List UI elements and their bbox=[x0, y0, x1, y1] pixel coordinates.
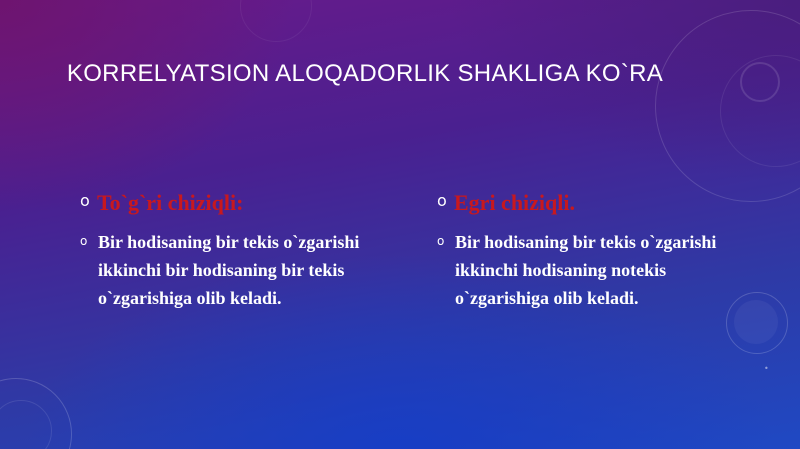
bullet-circle-icon: o bbox=[80, 191, 90, 210]
body-row bbox=[437, 228, 737, 312]
bullet-circle-icon: o bbox=[437, 191, 447, 210]
decor-ring-bottom-left-inner bbox=[0, 400, 52, 449]
heading-row bbox=[80, 186, 380, 220]
slide-title: KORRELYATSION ALOQADORLIK SHAKLIGA KO`RA bbox=[66, 60, 664, 87]
heading-row bbox=[437, 186, 737, 220]
body-row bbox=[80, 228, 380, 312]
decor-ring-bottom-left bbox=[0, 378, 72, 449]
decor-ring-top-right bbox=[655, 10, 800, 202]
decor-ring-top-center bbox=[240, 0, 312, 42]
bullet-circle-icon: o bbox=[437, 234, 445, 248]
column-straight-line bbox=[80, 186, 380, 312]
column-body-text: Bir hodisaning bir tekis o`zgarishi ikkinchi hodisaning notekis o`zgarishiga olib keladi. bbox=[455, 232, 717, 308]
decor-ring-top-right-inner bbox=[720, 55, 800, 167]
bullet-circle-icon: o bbox=[80, 234, 88, 248]
column-curved-line bbox=[437, 186, 737, 312]
column-heading: To`g`ri chiziqli: bbox=[97, 190, 244, 215]
decor-dot-top-right bbox=[740, 62, 780, 102]
decor-dot-mid-right bbox=[734, 300, 778, 344]
column-body-text: Bir hodisaning bir tekis o`zgarishi ikkinchi bir hodisaning bir tekis o`zgarishiga olib keladi. bbox=[98, 232, 360, 308]
column-heading: Egri chiziqli. bbox=[454, 190, 575, 215]
page-marker: • bbox=[764, 364, 769, 373]
